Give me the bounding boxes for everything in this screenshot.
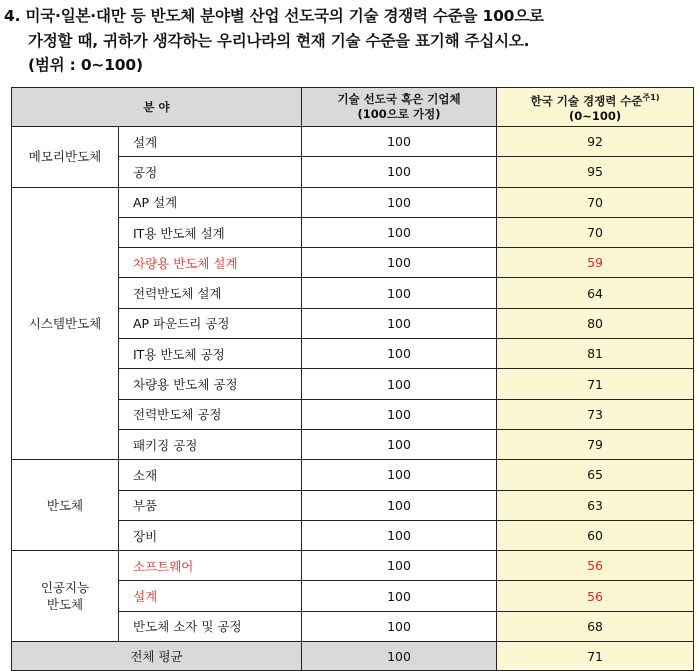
footer-label: 전체 평균 — [12, 642, 302, 671]
group-label — [12, 460, 119, 551]
row-leader-value: 100 — [302, 308, 497, 338]
row-leader-value: 100 — [302, 520, 497, 550]
row-item: IT용 반도체 설계 — [119, 217, 302, 247]
row-korea-value: 56 — [497, 551, 694, 581]
row-item: 전력반도체 설계 — [119, 278, 302, 308]
tech-competitiveness-table — [11, 87, 694, 671]
table-row — [12, 127, 694, 157]
row-korea-value: 70 — [497, 187, 694, 217]
header-row — [12, 88, 694, 127]
row-korea-value: 60 — [497, 520, 694, 550]
row-item: AP 설계 — [119, 187, 302, 217]
row-korea-value: 79 — [497, 429, 694, 459]
group-name-line2: 반도체 — [46, 597, 84, 613]
header-leader-line2: (100으로 가정) — [357, 107, 441, 121]
group-label — [12, 187, 119, 460]
row-item: 차량용 반도체 공정 — [119, 369, 302, 399]
header-leader-line1: 기술 선도국 혹은 기업체 — [337, 92, 461, 106]
group-name-line1: 인공지능 — [40, 580, 90, 596]
group-label — [12, 551, 119, 642]
row-leader-value: 100 — [302, 611, 497, 641]
row-leader-value: 100 — [302, 429, 497, 459]
row-korea-value: 71 — [497, 369, 694, 399]
header-korea-note: 주1) — [642, 93, 660, 103]
row-leader-value: 100 — [302, 460, 497, 490]
row-item: 장비 — [119, 520, 302, 550]
table-row — [12, 460, 694, 490]
group-name: 시스템반도체 — [28, 315, 102, 331]
footer-korea-value: 71 — [497, 642, 694, 671]
row-leader-value: 100 — [302, 339, 497, 369]
row-leader-value: 100 — [302, 187, 497, 217]
row-korea-value: 64 — [497, 278, 694, 308]
row-item: AP 파운드리 공정 — [119, 308, 302, 338]
row-item: 소프트웨어 — [119, 551, 302, 581]
row-korea-value: 80 — [497, 308, 694, 338]
row-leader-value: 100 — [302, 127, 497, 157]
group-name: 반도체 — [46, 497, 84, 513]
footer-leader-value: 100 — [302, 642, 497, 671]
row-item: 전력반도체 공정 — [119, 399, 302, 429]
table-row — [12, 551, 694, 581]
header-korea-line2: (0~100) — [568, 108, 622, 123]
row-korea-value: 56 — [497, 581, 694, 611]
row-korea-value: 73 — [497, 399, 694, 429]
question-line-2: 가정할 때, 귀하가 생각하는 우리나라의 현재 기술 수준을 표기해 주십시오. — [28, 31, 530, 50]
table-row — [12, 187, 694, 217]
row-korea-value: 81 — [497, 339, 694, 369]
row-leader-value: 100 — [302, 248, 497, 278]
row-korea-value: 70 — [497, 217, 694, 247]
header-field: 분 야 — [12, 88, 302, 127]
row-item: IT용 반도체 공정 — [119, 339, 302, 369]
row-korea-value: 59 — [497, 248, 694, 278]
header-korea-line1: 한국 기술 경쟁력 수준 — [530, 93, 643, 108]
row-korea-value: 68 — [497, 611, 694, 641]
header-leader — [302, 88, 497, 127]
row-item: 설계 — [119, 127, 302, 157]
row-korea-value: 65 — [497, 460, 694, 490]
row-item: 소재 — [119, 460, 302, 490]
row-item: 공정 — [119, 157, 302, 187]
row-leader-value: 100 — [302, 157, 497, 187]
row-leader-value: 100 — [302, 581, 497, 611]
row-korea-value: 92 — [497, 127, 694, 157]
row-item: 설계 — [119, 581, 302, 611]
survey-question — [4, 4, 696, 78]
question-range: (범위 : 0~100) — [28, 56, 143, 74]
row-korea-value: 95 — [497, 157, 694, 187]
row-leader-value: 100 — [302, 399, 497, 429]
header-korea — [497, 88, 694, 127]
row-leader-value: 100 — [302, 551, 497, 581]
footer-average-row — [12, 642, 694, 671]
row-leader-value: 100 — [302, 369, 497, 399]
row-item: 패키징 공정 — [119, 429, 302, 459]
row-item: 부품 — [119, 490, 302, 520]
group-name: 메모리반도체 — [28, 149, 102, 165]
group-label — [12, 127, 119, 188]
row-leader-value: 100 — [302, 490, 497, 520]
row-korea-value: 63 — [497, 490, 694, 520]
row-leader-value: 100 — [302, 217, 497, 247]
row-item: 반도체 소자 및 공정 — [119, 611, 302, 641]
question-line-1: 4. 미국·일본·대만 등 반도체 분야별 산업 선도국의 기술 경쟁력 수준을 100으로 — [4, 7, 544, 25]
row-leader-value: 100 — [302, 278, 497, 308]
row-item: 차량용 반도체 설계 — [119, 248, 302, 278]
